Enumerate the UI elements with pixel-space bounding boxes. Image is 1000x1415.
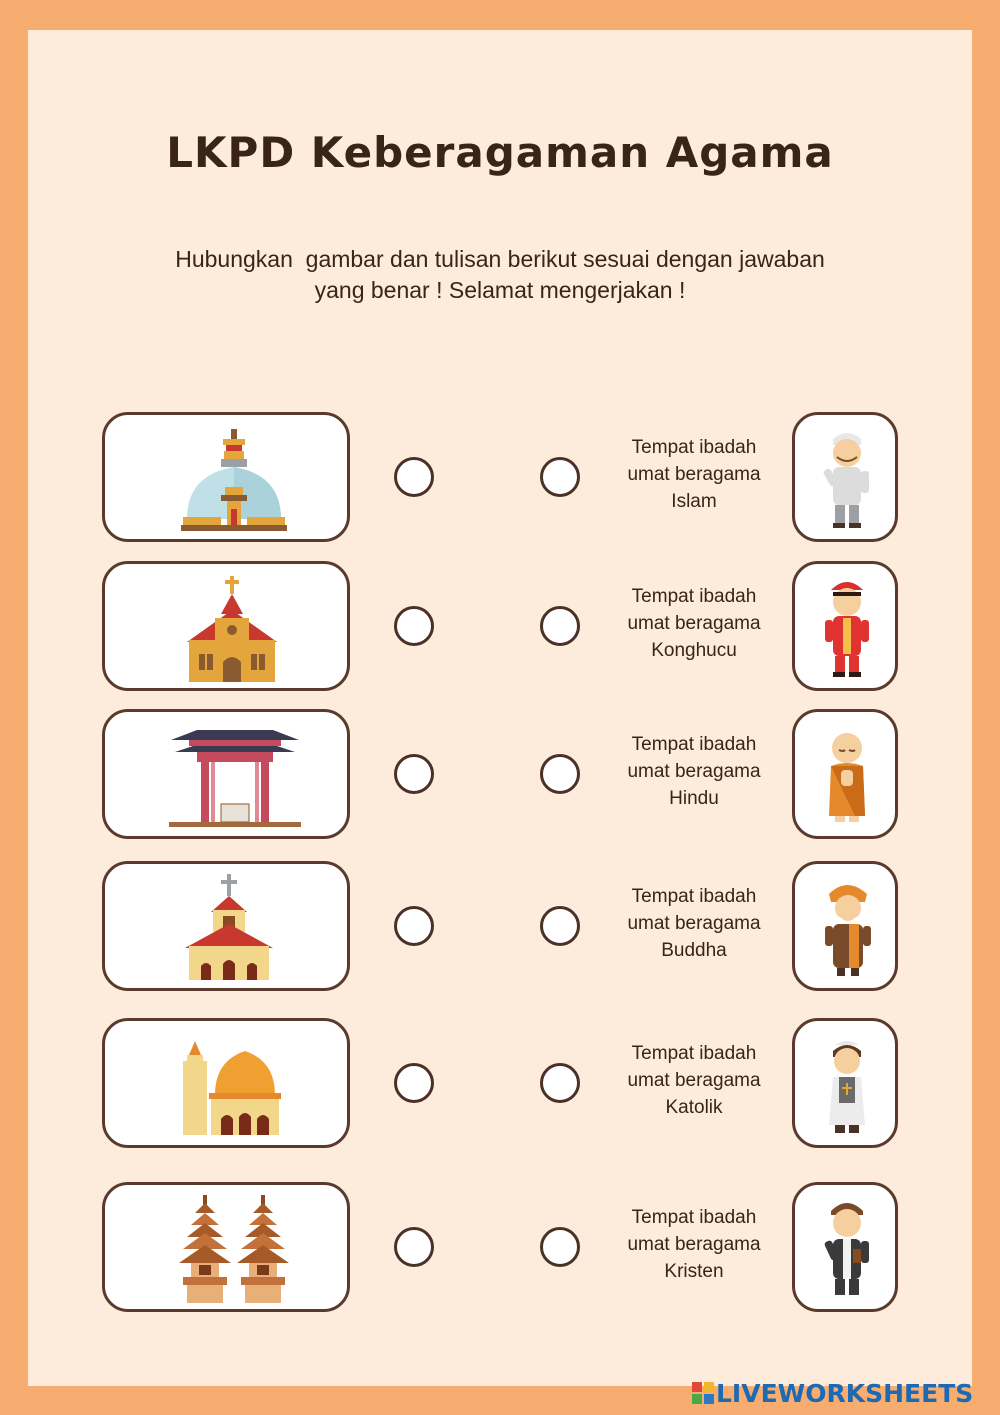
- label-line: Tempat ibadah: [631, 886, 757, 907]
- label-line: umat beragama: [627, 1234, 761, 1255]
- right-connector-dot[interactable]: [540, 754, 580, 794]
- brand-text: LIVEWORKSHEETS: [716, 1378, 974, 1408]
- picture-card-klenteng: [102, 709, 350, 839]
- picture-card-church: [102, 861, 350, 991]
- picture-card-cathedral: [102, 561, 350, 691]
- match-row-4: [0, 861, 1000, 993]
- liveworksheets-brand[interactable]: [692, 1378, 973, 1408]
- right-connector-dot[interactable]: [540, 606, 580, 646]
- match-row-3: [0, 709, 1000, 841]
- meru-tower-right: [237, 1195, 289, 1303]
- label-religion: Konghucu: [651, 640, 737, 661]
- stupa-icon: [105, 415, 353, 545]
- label-line: umat beragama: [627, 761, 761, 782]
- match-row-1: [0, 412, 1000, 544]
- label-line: umat beragama: [627, 613, 761, 634]
- label-religion: Kristen: [664, 1261, 724, 1282]
- page-title: LKPD Keberagaman Agama: [166, 128, 834, 177]
- left-connector-dot[interactable]: [394, 1227, 434, 1267]
- answer-label: [606, 883, 782, 964]
- monk-icon: [795, 712, 901, 842]
- muslim-boy-icon: [795, 415, 901, 545]
- cathedral-icon: [105, 564, 353, 694]
- catholic-boy-icon: [795, 1021, 901, 1151]
- label-line: umat beragama: [627, 464, 761, 485]
- label-line: Tempat ibadah: [631, 586, 757, 607]
- klenteng-icon: [105, 712, 353, 842]
- picture-card-stupa: [102, 412, 350, 542]
- answer-label: [606, 1204, 782, 1285]
- left-connector-dot[interactable]: [394, 457, 434, 497]
- match-row-6: [0, 1182, 1000, 1314]
- person-card-christian: [792, 1182, 898, 1312]
- mosque-icon: [105, 1021, 353, 1151]
- person-card-monk: [792, 709, 898, 839]
- pura-icon: [105, 1185, 353, 1315]
- instruction-line-1: Hubungkan gambar dan tulisan berikut sesuai dengan jawaban: [175, 246, 825, 272]
- hindu-man-icon: [795, 864, 901, 994]
- person-card-hindu: [792, 861, 898, 991]
- instruction-text: [100, 244, 900, 306]
- person-card-catholic: [792, 1018, 898, 1148]
- match-row-2: [0, 561, 1000, 693]
- left-connector-dot[interactable]: [394, 606, 434, 646]
- label-line: Tempat ibadah: [631, 734, 757, 755]
- liveworksheets-logo: [692, 1382, 714, 1404]
- answer-label: [606, 583, 782, 664]
- label-religion: Katolik: [665, 1097, 723, 1118]
- picture-card-mosque: [102, 1018, 350, 1148]
- label-line: umat beragama: [627, 913, 761, 934]
- answer-label: [606, 731, 782, 812]
- christian-boy-icon: [795, 1185, 901, 1315]
- label-line: Tempat ibadah: [631, 437, 757, 458]
- answer-label: [606, 1040, 782, 1121]
- instruction-line-2: yang benar ! Selamat mengerjakan !: [314, 277, 686, 303]
- chinese-boy-icon: [795, 564, 901, 694]
- match-row-5: [0, 1018, 1000, 1150]
- label-line: umat beragama: [627, 1070, 761, 1091]
- picture-card-pura: [102, 1182, 350, 1312]
- label-line: Tempat ibadah: [631, 1207, 757, 1228]
- right-connector-dot[interactable]: [540, 906, 580, 946]
- label-religion: Hindu: [669, 788, 719, 809]
- right-connector-dot[interactable]: [540, 457, 580, 497]
- meru-tower-left: [179, 1195, 231, 1303]
- church-icon: [105, 864, 353, 994]
- person-card-muslim: [792, 412, 898, 542]
- person-card-chinese: [792, 561, 898, 691]
- right-connector-dot[interactable]: [540, 1227, 580, 1267]
- label-line: Tempat ibadah: [631, 1043, 757, 1064]
- answer-label: [606, 434, 782, 515]
- left-connector-dot[interactable]: [394, 754, 434, 794]
- label-religion: Buddha: [661, 940, 727, 961]
- label-religion: Islam: [671, 491, 717, 512]
- left-connector-dot[interactable]: [394, 906, 434, 946]
- right-connector-dot[interactable]: [540, 1063, 580, 1103]
- left-connector-dot[interactable]: [394, 1063, 434, 1103]
